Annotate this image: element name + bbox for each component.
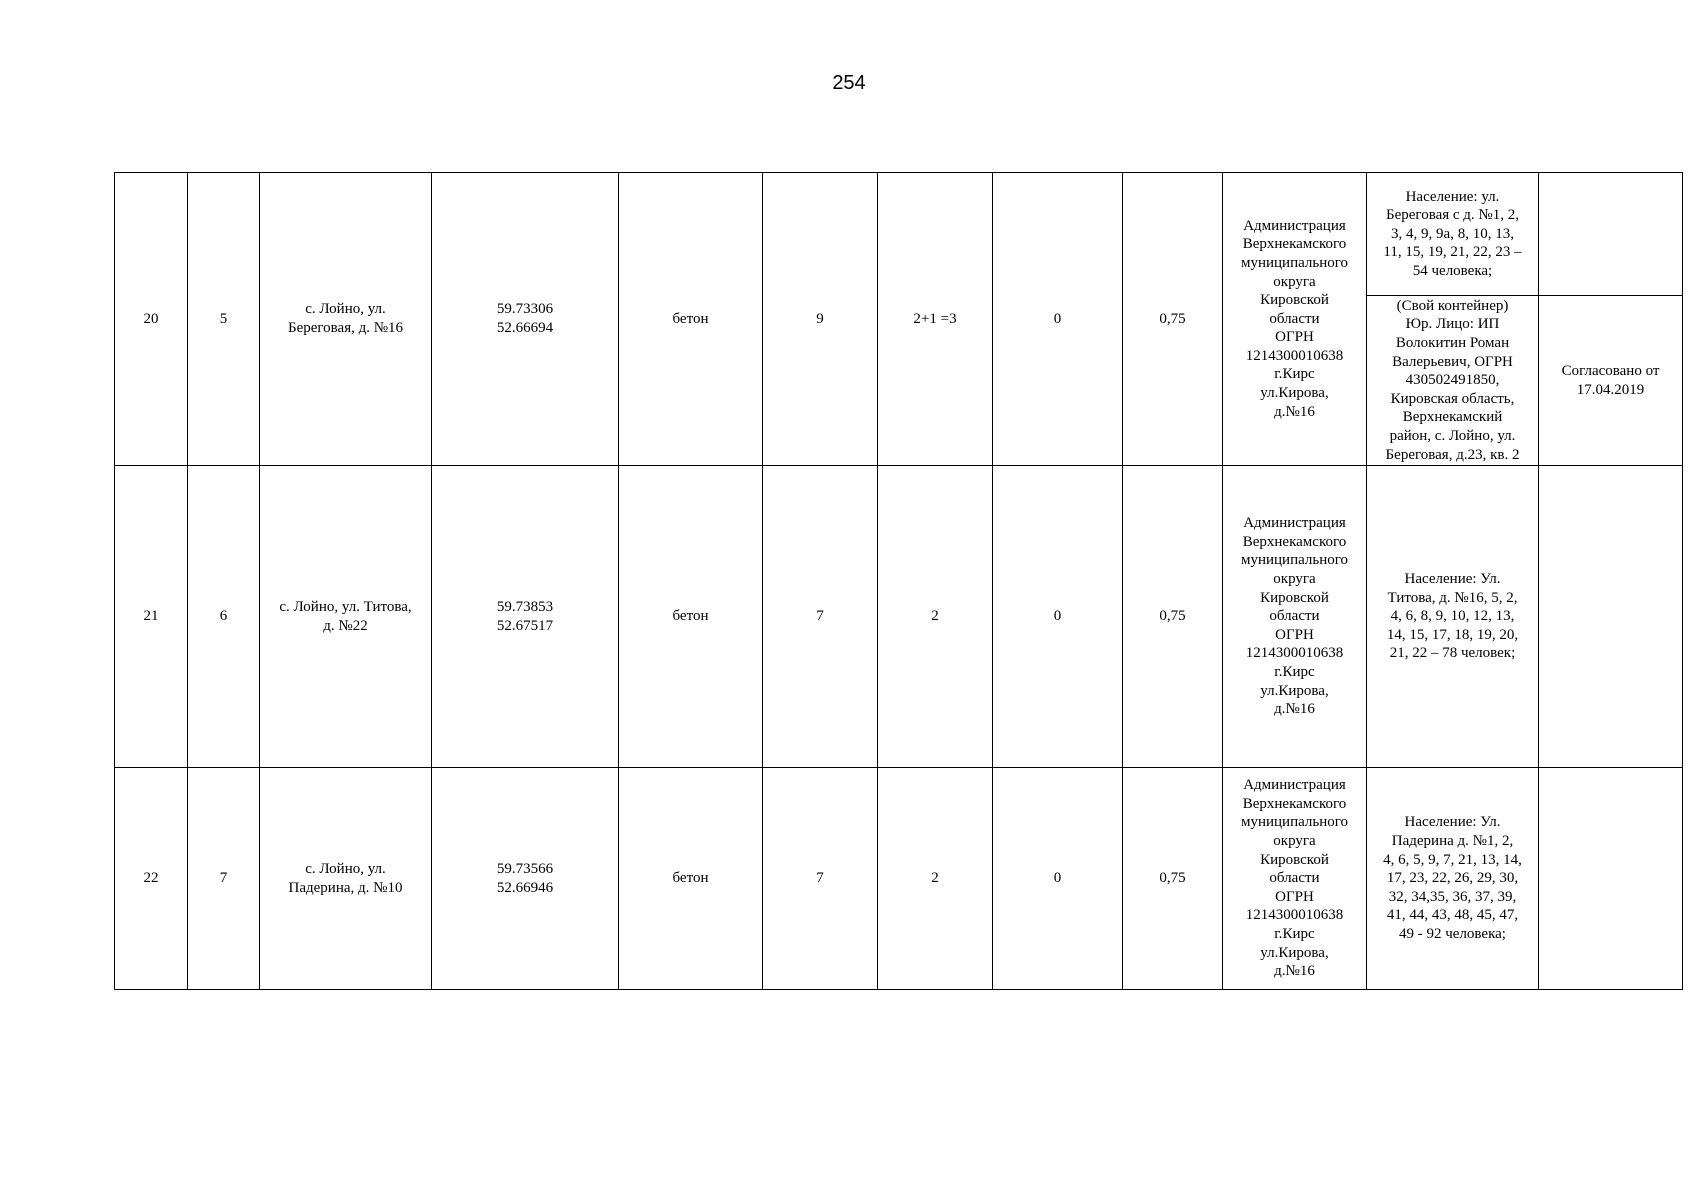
containers-cell: 2 <box>878 466 993 768</box>
area-cell: 9 <box>763 173 878 466</box>
coordinates-cell: 59.73566 52.66946 <box>432 768 619 990</box>
table-row <box>115 768 1683 990</box>
sources-cell-own-container: (Свой контейнер) Юр. Лицо: ИП Волокитин Роман Валерьевич, ОГРН 430502491850, Кировская область, Верхнекамский район, с. Лойно, ул. Береговая, д.23, кв. 2 <box>1367 296 1539 466</box>
sources-cell: Население: ул. Береговая с д. №1, 2, 3, 4, 9, 9а, 8, 10, 13, 11, 15, 19, 21, 22, 23 – 54 человека; <box>1367 173 1539 296</box>
volume-cell: 0,75 <box>1123 768 1223 990</box>
coordinates-cell: 59.73853 52.67517 <box>432 466 619 768</box>
row-number: 22 <box>115 768 188 990</box>
table-row <box>115 466 1683 768</box>
sub-number: 6 <box>188 466 260 768</box>
waste-sites-table <box>114 172 1683 990</box>
area-cell: 7 <box>763 768 878 990</box>
surface-cell: бетон <box>619 173 763 466</box>
sources-cell: Население: Ул. Титова, д. №16, 5, 2, 4, 6, 8, 9, 10, 12, 13, 14, 15, 17, 18, 19, 20, 21, 22 – 78 человек; <box>1367 466 1539 768</box>
page-number: 254 <box>832 72 866 94</box>
surface-cell: бетон <box>619 768 763 990</box>
address-cell: с. Лойно, ул. Береговая, д. №16 <box>260 173 432 466</box>
surface-cell: бетон <box>619 466 763 768</box>
table-row <box>115 173 1683 296</box>
owner-cell: Администрация Верхнекамского муниципального округа Кировской области ОГРН 1214300010638 г.Кирс ул.Кирова, д.№16 <box>1223 466 1367 768</box>
note-cell <box>1539 768 1683 990</box>
volume-cell: 0,75 <box>1123 173 1223 466</box>
sub-number: 5 <box>188 173 260 466</box>
row-number: 20 <box>115 173 188 466</box>
note-cell: Согласовано от 17.04.2019 <box>1539 296 1683 466</box>
containers-cell: 2 <box>878 768 993 990</box>
sources-cell: Население: Ул. Падерина д. №1, 2, 4, 6, 5, 9, 7, 21, 13, 14, 17, 23, 22, 26, 29, 30, 32, 34,35, 36, 37, 39, 41, 44, 43, 48, 45, 47, 49 - 92 человека; <box>1367 768 1539 990</box>
sub-number: 7 <box>188 768 260 990</box>
note-cell <box>1539 466 1683 768</box>
area-cell: 7 <box>763 466 878 768</box>
address-cell: с. Лойно, ул. Титова, д. №22 <box>260 466 432 768</box>
volume-cell: 0,75 <box>1123 466 1223 768</box>
owner-cell: Администрация Верхнекамского муниципального округа Кировской области ОГРН 1214300010638 г.Кирс ул.Кирова, д.№16 <box>1223 173 1367 466</box>
planned-cell: 0 <box>993 768 1123 990</box>
address-cell: с. Лойно, ул. Падерина, д. №10 <box>260 768 432 990</box>
planned-cell: 0 <box>993 173 1123 466</box>
coordinates-cell: 59.73306 52.66694 <box>432 173 619 466</box>
row-number: 21 <box>115 466 188 768</box>
containers-cell: 2+1 =3 <box>878 173 993 466</box>
note-cell-empty <box>1539 173 1683 296</box>
planned-cell: 0 <box>993 466 1123 768</box>
owner-cell: Администрация Верхнекамского муниципального округа Кировской области ОГРН 1214300010638 г.Кирс ул.Кирова, д.№16 <box>1223 768 1367 990</box>
